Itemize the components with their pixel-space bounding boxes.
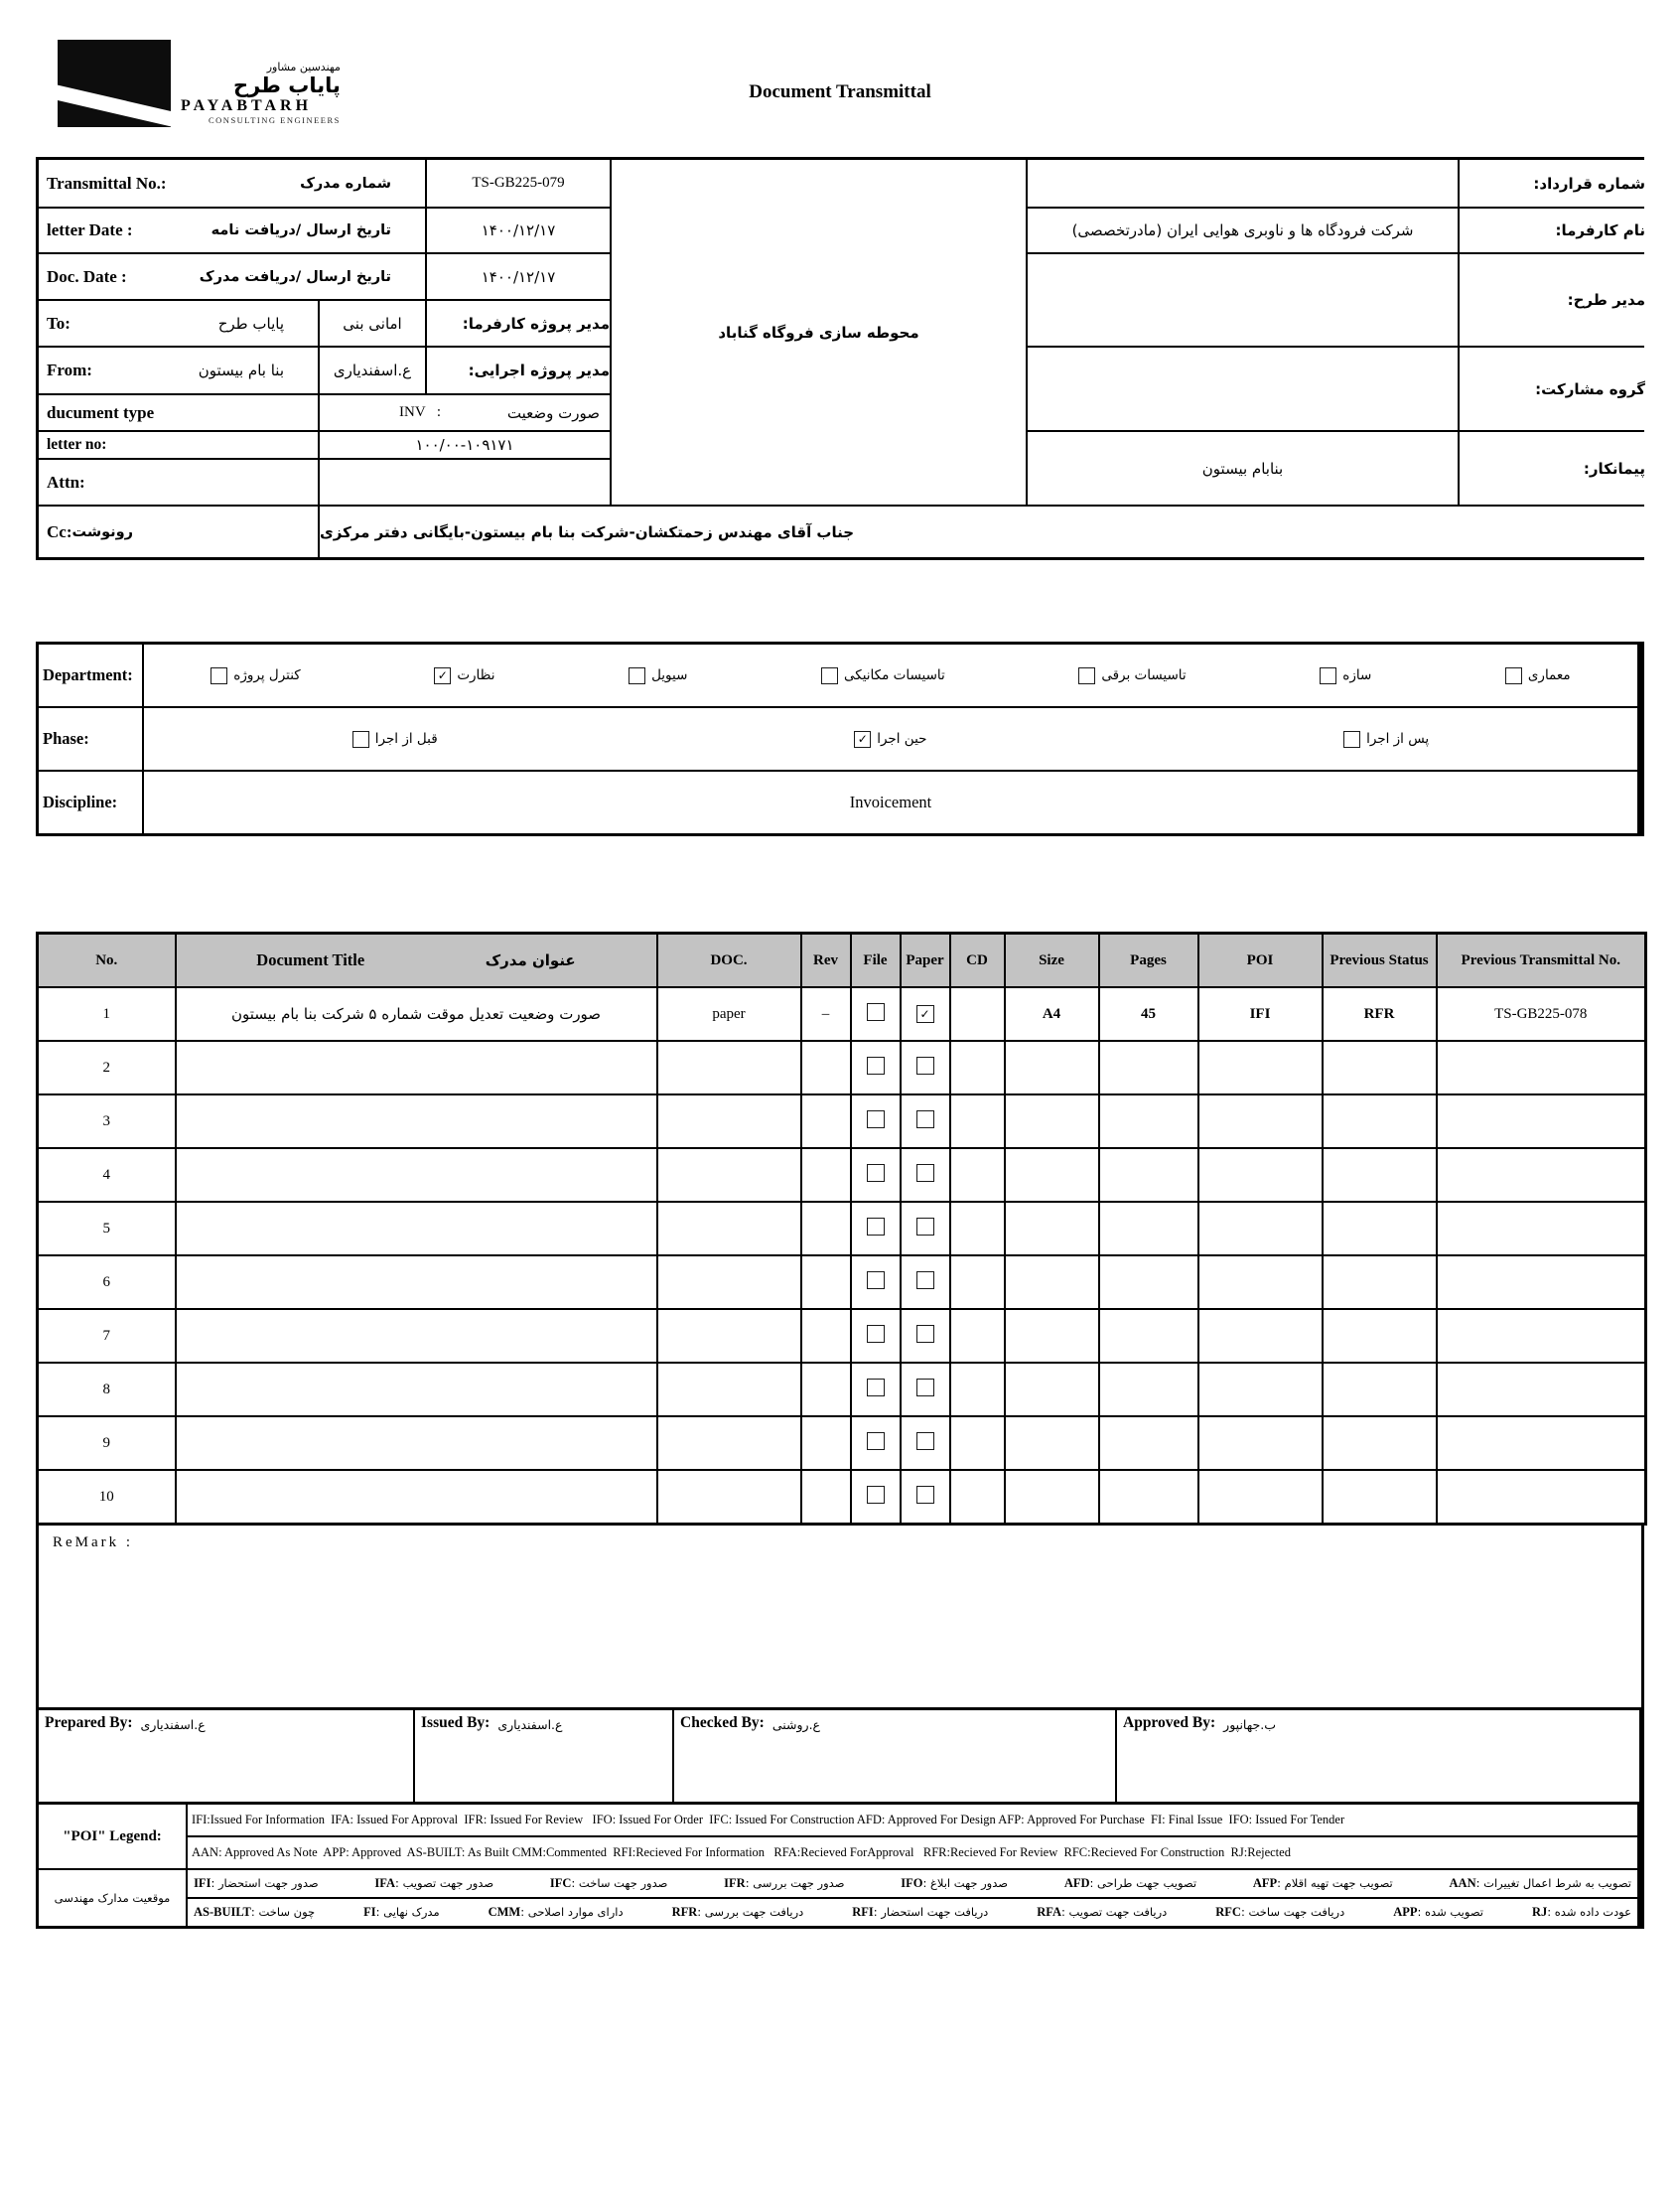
checked-by-name: ع.روشنی <box>771 1717 820 1732</box>
size-cell <box>1005 1470 1099 1525</box>
title-cell: صورت وضعیت تعدیل موقت شماره ۵ شرکت بنا بام بیستون <box>176 987 657 1041</box>
poi-cell <box>1198 1041 1323 1094</box>
file-cell <box>851 1416 901 1470</box>
title-cell <box>176 1202 657 1255</box>
prepared-by-name: ع.اسفندیاری <box>140 1717 206 1732</box>
paper-cell <box>901 1470 950 1525</box>
poi-legend-entry: IFI: صدور جهت استحضار <box>194 1876 319 1890</box>
no-cell: 4 <box>38 1148 176 1202</box>
pages-cell <box>1099 1202 1198 1255</box>
phase-option-label: قبل از اجرا <box>374 731 438 747</box>
transmittal-no-value: TS-GB225-079 <box>427 160 610 207</box>
department-option <box>210 667 300 684</box>
doc-cell <box>657 1202 801 1255</box>
paper-checkbox[interactable] <box>916 1271 934 1289</box>
page-header <box>36 40 1644 157</box>
page-title: Document Transmittal <box>749 81 931 102</box>
phase-option-label: پس از اجرا <box>1366 731 1430 747</box>
department-checkbox[interactable] <box>1505 667 1522 684</box>
file-cell <box>851 1363 901 1416</box>
attn-value <box>320 460 610 505</box>
document-type-label: ducument type <box>39 395 318 430</box>
size-cell <box>1005 1416 1099 1470</box>
prev-transmittal-cell: TS-GB225-078 <box>1437 987 1646 1041</box>
poi-legend-english-line2: AAN: Approved As Note APP: Approved AS-BUILT: As Built CMM:Commented RFI:Recieved For Information RFA:Recieved ForApproval RFR:Recieved For Review RFC:Recieved For Construction RJ:Rejected <box>188 1837 1637 1868</box>
table-row <box>38 1255 1646 1309</box>
col-header-doc: DOC. <box>657 934 801 988</box>
col-header-size: Size <box>1005 934 1099 988</box>
paper-cell <box>901 1202 950 1255</box>
rev-cell <box>801 1416 851 1470</box>
poi-cell <box>1198 1416 1323 1470</box>
poi-legend-entry: IFC: صدور جهت ساخت <box>549 1876 668 1890</box>
title-cell <box>176 1363 657 1416</box>
rev-cell <box>801 1148 851 1202</box>
rev-cell <box>801 1470 851 1525</box>
prev-transmittal-cell <box>1437 1363 1646 1416</box>
paper-cell <box>901 1416 950 1470</box>
paper-cell <box>901 987 950 1041</box>
letter-no-value: ۱۰۰/۰۰-۱۰۹۱۷۱ <box>320 432 610 458</box>
pages-cell <box>1099 1470 1198 1525</box>
cd-cell <box>950 1202 1005 1255</box>
phase-checkbox[interactable] <box>352 731 369 748</box>
poi-cell <box>1198 1148 1323 1202</box>
department-checkbox[interactable] <box>1078 667 1095 684</box>
col-header-poi: POI <box>1198 934 1323 988</box>
paper-cell <box>901 1363 950 1416</box>
file-checkbox[interactable] <box>867 1218 885 1236</box>
prev-transmittal-cell <box>1437 1148 1646 1202</box>
no-cell: 1 <box>38 987 176 1041</box>
poi-cell <box>1198 1255 1323 1309</box>
title-cell <box>176 1094 657 1148</box>
doc-date-label: Doc. Date : تاریخ ارسال /دریافت مدرک <box>39 254 425 299</box>
rev-cell <box>801 1309 851 1363</box>
cc-label: Cc: رونوشت <box>39 507 318 557</box>
cd-cell <box>950 987 1005 1041</box>
phase-option <box>352 731 438 748</box>
contract-no-label: شماره قرارداد: <box>1460 160 1645 207</box>
col-header-previous-transmittal: Previous Transmittal No. <box>1437 934 1646 988</box>
phase-option-label: حین اجرا <box>877 731 927 747</box>
poi-legend-entry: IFR: صدور جهت بررسی <box>724 1876 845 1890</box>
contractor-label: پیمانکار: <box>1460 432 1645 505</box>
partnership-label: گروه مشارکت: <box>1460 348 1645 430</box>
transmittal-info-table <box>36 157 1644 560</box>
col-header-previous-status: Previous Status <box>1323 934 1437 988</box>
transmittal-no-label: Transmittal No.: شماره مدرک <box>39 160 425 207</box>
discipline-value: Invoicement <box>144 772 1637 833</box>
document-type-value <box>320 395 610 430</box>
rev-cell <box>801 1202 851 1255</box>
poi-legend-entry: RJ: عودت داده شده <box>1531 1905 1631 1919</box>
file-checkbox[interactable] <box>867 1057 885 1075</box>
prepared-by-label: Prepared By: <box>45 1714 133 1731</box>
pages-cell <box>1099 1416 1198 1470</box>
contractor-value: بنابام بیستون <box>1028 432 1458 505</box>
poi-legend-entry: AAN: تصویب به شرط اعمال تغییرات <box>1449 1876 1631 1890</box>
file-checkbox[interactable] <box>867 1164 885 1182</box>
file-checkbox[interactable] <box>867 1110 885 1128</box>
phase-option <box>854 731 926 748</box>
paper-cell <box>901 1041 950 1094</box>
phase-option <box>1343 731 1429 748</box>
col-header-pages: Pages <box>1099 934 1198 988</box>
department-option-label: معماری <box>1527 667 1571 683</box>
prev-status-cell <box>1323 1309 1437 1363</box>
paper-checkbox[interactable] <box>916 1110 934 1128</box>
department-option-label: سازه <box>1342 667 1372 683</box>
rev-cell: – <box>801 987 851 1041</box>
paper-checkbox[interactable] <box>916 1379 934 1396</box>
paper-cell <box>901 1255 950 1309</box>
title-cell <box>176 1041 657 1094</box>
approved-by-label: Approved By: <box>1123 1714 1216 1731</box>
from-person: ع.اسفندیاری <box>320 348 425 393</box>
poi-legend-entry: APP: تصویب شده <box>1393 1905 1483 1919</box>
size-cell <box>1005 1255 1099 1309</box>
remark-section <box>36 1526 1644 1710</box>
checked-by-cell <box>674 1710 1115 1802</box>
size-cell: A4 <box>1005 987 1099 1041</box>
doc-cell: paper <box>657 987 801 1041</box>
file-cell <box>851 1470 901 1525</box>
approved-by-cell <box>1117 1710 1639 1802</box>
poi-legend-entry: FI: مدرک نهایی <box>363 1905 440 1919</box>
table-row <box>38 1416 1646 1470</box>
doc-cell <box>657 1363 801 1416</box>
poi-legend-entry: CMM: دارای موارد اصلاحی <box>488 1905 624 1919</box>
paper-checkbox[interactable] <box>916 1432 934 1450</box>
client-name-value: شرکت فرودگاه ها و ناوبری هوایی ایران (مادرتخصصی) <box>1028 209 1458 252</box>
poi-legend-entry: AFP: تصویب جهت تهیه اقلام <box>1252 1876 1393 1890</box>
document-type-persian: صورت وضعیت <box>506 403 600 422</box>
prev-status-cell <box>1323 1470 1437 1525</box>
rev-cell <box>801 1363 851 1416</box>
issued-by-name: ع.اسفندیاری <box>497 1717 563 1732</box>
classification-table <box>36 642 1644 836</box>
col-header-paper: Paper <box>901 934 950 988</box>
department-option <box>821 667 945 684</box>
paper-cell <box>901 1148 950 1202</box>
partnership-value <box>1028 348 1458 430</box>
phase-checkbox[interactable] <box>1343 731 1360 748</box>
prev-status-cell <box>1323 1255 1437 1309</box>
cd-cell <box>950 1470 1005 1525</box>
poi-cell <box>1198 1470 1323 1525</box>
department-checkbox[interactable] <box>1320 667 1336 684</box>
cc-value: جناب آقای مهندس زحمتکشان-شرکت بنا بام بیستون-بایگانی دفتر مرکزی <box>320 507 1645 557</box>
poi-legend-table <box>36 1805 1644 1929</box>
approved-by-name: ب.جهانپور <box>1223 1717 1276 1732</box>
doc-cell <box>657 1470 801 1525</box>
department-checkbox[interactable] <box>821 667 838 684</box>
phase-label: Phase: <box>39 708 142 770</box>
poi-legend-entry: RFA: دریافت جهت تصویب <box>1037 1905 1168 1919</box>
paper-checkbox[interactable] <box>916 1486 934 1504</box>
title-cell <box>176 1148 657 1202</box>
poi-cell <box>1198 1363 1323 1416</box>
file-cell <box>851 1094 901 1148</box>
table-row <box>38 1309 1646 1363</box>
poi-legend-entry: AFD: تصویب جهت طراحی <box>1063 1876 1197 1890</box>
cd-cell <box>950 1041 1005 1094</box>
poi-legend-label: "POI" Legend: <box>39 1805 186 1868</box>
project-name: محوطه سازی فروگاه گناباد <box>612 160 1026 505</box>
design-manager-value <box>1028 254 1458 346</box>
paper-checkbox[interactable]: ✓ <box>916 1005 934 1023</box>
document-list-table <box>36 932 1647 1526</box>
department-checkbox[interactable] <box>629 667 645 684</box>
no-cell: 9 <box>38 1416 176 1470</box>
no-cell: 5 <box>38 1202 176 1255</box>
signature-row <box>36 1710 1644 1805</box>
poi-cell <box>1198 1202 1323 1255</box>
prev-status-cell <box>1323 1148 1437 1202</box>
pages-cell <box>1099 1309 1198 1363</box>
title-cell <box>176 1309 657 1363</box>
to-person: امانی بنی <box>320 301 425 346</box>
poi-cell <box>1198 1094 1323 1148</box>
poi-legend-persian-line1 <box>188 1870 1637 1897</box>
poi-legend-entry: RFC: دریافت جهت ساخت <box>1215 1905 1345 1919</box>
pages-cell <box>1099 1041 1198 1094</box>
poi-legend-entry: IFA: صدور جهت تصویب <box>374 1876 494 1890</box>
cd-cell <box>950 1094 1005 1148</box>
paper-cell <box>901 1094 950 1148</box>
cd-cell <box>950 1363 1005 1416</box>
prev-status-cell <box>1323 1416 1437 1470</box>
prev-transmittal-cell <box>1437 1255 1646 1309</box>
logo-persian-tagline: مهندسین مشاور <box>266 61 341 73</box>
poi-cell: IFI <box>1198 987 1323 1041</box>
file-checkbox[interactable] <box>867 1486 885 1504</box>
paper-checkbox[interactable] <box>916 1164 934 1182</box>
rev-cell <box>801 1255 851 1309</box>
to-label: To: <box>47 313 70 333</box>
title-cell <box>176 1470 657 1525</box>
col-header-file: File <box>851 934 901 988</box>
table-row <box>38 1148 1646 1202</box>
checked-by-label: Checked By: <box>680 1714 765 1731</box>
file-checkbox[interactable] <box>867 1432 885 1450</box>
logo-persian-name: پایاب طرح <box>232 73 341 97</box>
discipline-label: Discipline: <box>39 772 142 833</box>
document-type-code: INV : <box>399 404 442 420</box>
logo-company-name: PAYABTARH <box>181 97 313 114</box>
file-checkbox[interactable] <box>867 1003 885 1021</box>
phase-options <box>144 708 1637 770</box>
no-cell: 10 <box>38 1470 176 1525</box>
logo-company-subtitle: CONSULTING ENGINEERS <box>209 115 341 125</box>
prepared-by-cell <box>39 1710 413 1802</box>
paper-checkbox[interactable] <box>916 1057 934 1075</box>
table-row <box>38 1363 1646 1416</box>
doc-cell <box>657 1309 801 1363</box>
prev-transmittal-cell <box>1437 1041 1646 1094</box>
pages-cell <box>1099 1148 1198 1202</box>
prev-transmittal-cell <box>1437 1202 1646 1255</box>
table-row <box>38 1202 1646 1255</box>
department-option <box>1078 667 1186 684</box>
design-manager-label: مدیر طرح: <box>1460 254 1645 346</box>
doc-cell <box>657 1148 801 1202</box>
department-label: Department: <box>39 645 142 706</box>
department-option <box>1505 667 1571 684</box>
prev-transmittal-cell <box>1437 1309 1646 1363</box>
poi-legend-entry: RFR: دریافت جهت بررسی <box>671 1905 804 1919</box>
prev-status-cell <box>1323 1041 1437 1094</box>
file-checkbox[interactable] <box>867 1271 885 1289</box>
department-checkbox[interactable] <box>210 667 227 684</box>
size-cell <box>1005 1363 1099 1416</box>
prev-status-cell <box>1323 1363 1437 1416</box>
size-cell <box>1005 1094 1099 1148</box>
department-option <box>629 667 687 684</box>
department-option-label: تاسیسات برقی <box>1101 667 1187 683</box>
department-option-label: سیویل <box>651 667 688 683</box>
pages-cell <box>1099 1094 1198 1148</box>
department-option-label: کنترل پروژه <box>233 667 301 683</box>
pages-cell <box>1099 1363 1198 1416</box>
rev-cell <box>801 1041 851 1094</box>
prev-status-cell <box>1323 1202 1437 1255</box>
department-options <box>144 645 1637 706</box>
to-row <box>39 301 318 346</box>
prev-transmittal-cell <box>1437 1470 1646 1525</box>
pages-cell <box>1099 1255 1198 1309</box>
table-row <box>38 1470 1646 1525</box>
no-cell: 7 <box>38 1309 176 1363</box>
col-header-no: No. <box>38 934 176 988</box>
from-company: بنا بام بیستون <box>198 362 284 379</box>
prev-transmittal-cell <box>1437 1416 1646 1470</box>
department-checkbox[interactable]: ✓ <box>434 667 451 684</box>
from-label: From: <box>47 361 92 379</box>
department-option <box>1320 667 1371 684</box>
from-row <box>39 348 318 393</box>
title-cell <box>176 1255 657 1309</box>
no-cell: 6 <box>38 1255 176 1309</box>
letter-date-label: letter Date : تاریخ ارسال /دریافت نامه <box>39 209 425 252</box>
department-option-label: تاسیسات مکانیکی <box>844 667 945 683</box>
no-cell: 2 <box>38 1041 176 1094</box>
poi-legend-entry: AS-BUILT: چون ساخت <box>194 1905 316 1919</box>
issued-by-label: Issued By: <box>421 1714 490 1731</box>
table-row <box>38 987 1646 1041</box>
executive-pm-label: مدیر پروژه اجرایی: <box>427 348 610 393</box>
no-cell: 3 <box>38 1094 176 1148</box>
client-pm-label: مدیر پروژه کارفرما: <box>427 301 610 346</box>
file-cell <box>851 1041 901 1094</box>
cd-cell <box>950 1148 1005 1202</box>
phase-checkbox[interactable]: ✓ <box>854 731 871 748</box>
size-cell <box>1005 1041 1099 1094</box>
prev-status-cell: RFR <box>1323 987 1437 1041</box>
file-cell <box>851 1148 901 1202</box>
col-header-title: Document Title عنوان مدرک <box>176 934 657 988</box>
letter-date-value: ۱۴۰۰/۱۲/۱۷ <box>427 209 610 252</box>
size-cell <box>1005 1202 1099 1255</box>
no-cell: 8 <box>38 1363 176 1416</box>
doc-cell <box>657 1255 801 1309</box>
doc-cell <box>657 1416 801 1470</box>
file-cell <box>851 1309 901 1363</box>
file-cell <box>851 1255 901 1309</box>
pages-cell: 45 <box>1099 987 1198 1041</box>
poi-legend-entry: RFI: دریافت جهت استحضار <box>852 1905 989 1919</box>
cd-cell <box>950 1309 1005 1363</box>
attn-label: Attn: <box>39 460 318 505</box>
department-option <box>434 667 494 684</box>
department-option-label: نظارت <box>457 667 495 683</box>
prev-status-cell <box>1323 1094 1437 1148</box>
file-cell <box>851 987 901 1041</box>
poi-legend-entry: IFO: صدور جهت ابلاغ <box>901 1876 1009 1890</box>
col-header-rev: Rev <box>801 934 851 988</box>
paper-checkbox[interactable] <box>916 1218 934 1236</box>
file-checkbox[interactable] <box>867 1379 885 1396</box>
issued-by-cell <box>415 1710 672 1802</box>
paper-cell <box>901 1309 950 1363</box>
contract-no-value <box>1028 160 1458 207</box>
file-checkbox[interactable] <box>867 1325 885 1343</box>
poi-legend-persian-line2 <box>188 1899 1637 1926</box>
doc-cell <box>657 1094 801 1148</box>
col-header-cd: CD <box>950 934 1005 988</box>
remark-label: ReMark : <box>53 1534 134 1550</box>
letter-no-label: letter no: <box>39 432 318 458</box>
client-name-label: نام کارفرما: <box>1460 209 1645 252</box>
size-cell <box>1005 1309 1099 1363</box>
title-cell <box>176 1416 657 1470</box>
table-header-row <box>38 934 1646 988</box>
to-company: پایاب طرح <box>217 314 284 333</box>
engineering-docs-status-label: موقعیت مدارک مهندسی <box>39 1870 186 1926</box>
cd-cell <box>950 1255 1005 1309</box>
poi-legend-english-line1: IFI:Issued For Information IFA: Issued For Approval IFR: Issued For Review IFO: Issued For Order IFC: Issued For Construction AFD: Approved For Design AFP: Approved For Purchase FI: Final Issue IFO: Issued For Tender <box>188 1805 1637 1835</box>
table-row <box>38 1041 1646 1094</box>
table-row <box>38 1094 1646 1148</box>
poi-cell <box>1198 1309 1323 1363</box>
doc-date-value: ۱۴۰۰/۱۲/۱۷ <box>427 254 610 299</box>
paper-checkbox[interactable] <box>916 1325 934 1343</box>
prev-transmittal-cell <box>1437 1094 1646 1148</box>
file-cell <box>851 1202 901 1255</box>
doc-cell <box>657 1041 801 1094</box>
size-cell <box>1005 1148 1099 1202</box>
rev-cell <box>801 1094 851 1148</box>
cd-cell <box>950 1416 1005 1470</box>
